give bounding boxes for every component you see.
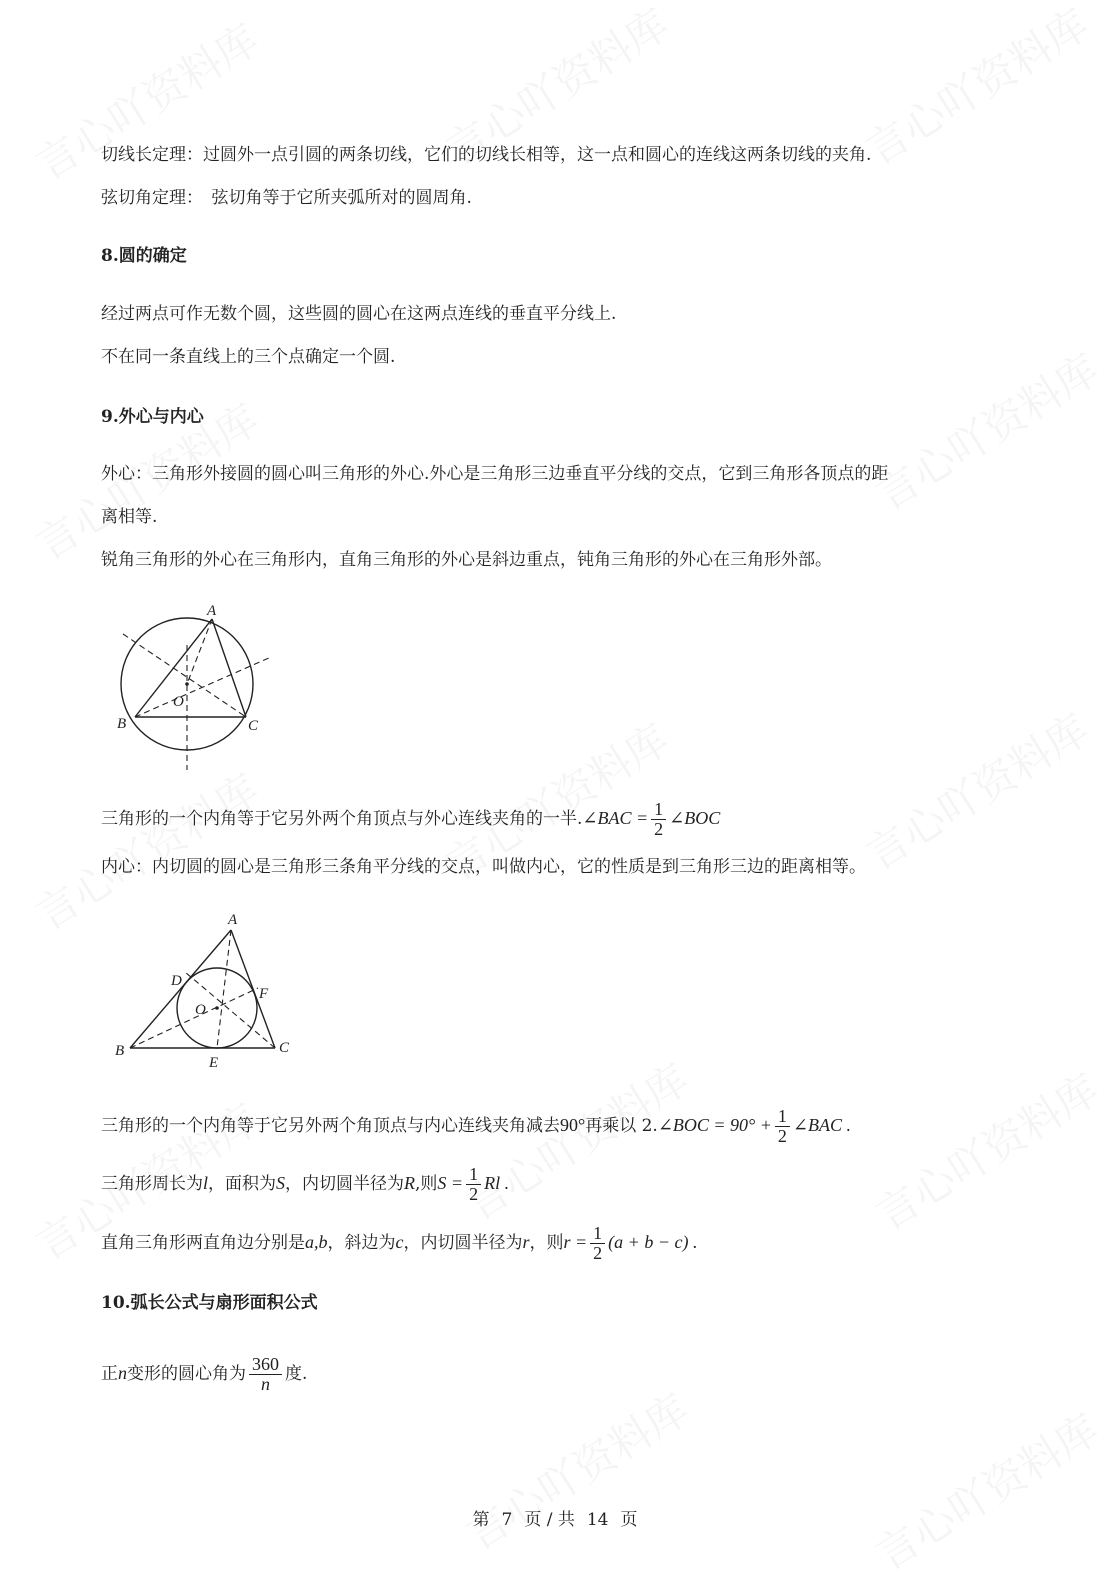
outer-angle-formula: 三角形的一个内角等于它另外两个角顶点与外心连线夹角的一半.∠BAC = $\frac{1}{2}$ ∠BOC bbox=[101, 799, 721, 839]
circumcircle-figure bbox=[105, 600, 285, 775]
label-F: F bbox=[259, 986, 269, 1002]
fraction-half: $\frac{1}{2}$ bbox=[590, 1224, 605, 1263]
watermark bbox=[863, 338, 1109, 522]
label-E: E bbox=[209, 1055, 219, 1071]
tangent-length-theorem: 切线长定理：过圆外一点引圆的两条切线，它们的切线长相等，这一点和圆心的连线这两条切线的夹角. bbox=[101, 145, 872, 165]
area-formula: 三角形周长为l，面积为S，内切圆半径为R,则S = $\frac{1}{2}$ Rl . bbox=[101, 1164, 510, 1204]
total-pages: 14 bbox=[586, 1510, 609, 1530]
watermark bbox=[853, 698, 1099, 882]
label-D: D bbox=[171, 973, 182, 989]
watermark bbox=[453, 1378, 699, 1562]
circumcenter-definition-cont: 离相等. bbox=[101, 507, 158, 527]
incircle-figure bbox=[105, 905, 305, 1075]
watermark bbox=[863, 1058, 1109, 1242]
circumcenter-types: 锐角三角形的外心在三角形内，直角三角形的外心是斜边重点，钝角三角形的外心在三角形外部。 bbox=[101, 550, 832, 570]
fraction-half: $\frac{1}{2}$ bbox=[651, 800, 666, 839]
section-heading-10: 10.弧长公式与扇形面积公式 bbox=[101, 1293, 318, 1313]
label-B: B bbox=[117, 716, 127, 732]
inner-angle-formula: 三角形的一个内角等于它另外两个角顶点与内心连线夹角减去90°再乘以 2.∠BOC = 90° + $\frac{1}{2}$ ∠BAC . bbox=[101, 1106, 851, 1146]
fraction-360-over-n: $\frac{360}{n}$ bbox=[249, 1355, 282, 1394]
label-A: A bbox=[207, 603, 217, 619]
section-heading-9: 9.外心与内心 bbox=[101, 407, 204, 427]
page-number: 7 bbox=[501, 1510, 513, 1530]
chord-tangent-theorem: 弦切角定理： 弦切角等于它所夹弧所对的圆周角. bbox=[101, 188, 472, 208]
watermark bbox=[863, 1398, 1109, 1571]
label-A: A bbox=[228, 912, 238, 928]
two-points-statement: 经过两点可作无数个圆，这些圆的圆心在这两点连线的垂直平分线上. bbox=[101, 304, 617, 324]
watermark bbox=[853, 0, 1099, 177]
label-O: O bbox=[173, 694, 184, 710]
label-C: C bbox=[248, 718, 259, 734]
incenter-definition: 内心：内切圆的圆心是三角形三条角平分线的交点，叫做内心，它的性质是到三角形三边的距离相等。 bbox=[101, 857, 866, 877]
fraction-half: $\frac{1}{2}$ bbox=[466, 1165, 481, 1204]
page-footer: 第 7 页 / 共 14 页 bbox=[472, 1510, 638, 1530]
label-B: B bbox=[115, 1043, 125, 1059]
label-C: C bbox=[279, 1040, 290, 1056]
circumcenter-definition: 外心：三角形外接圆的圆心叫三角形的外心.外心是三角形三边垂直平分线的交点，它到三角形各顶点的距 bbox=[101, 464, 889, 484]
fraction-half: $\frac{1}{2}$ bbox=[775, 1107, 790, 1146]
label-O: O bbox=[195, 1002, 206, 1018]
right-triangle-inradius: 直角三角形两直角边分别是a,b，斜边为c，内切圆半径为r，则r = $\frac{1}{2}$ (a + b − c) . bbox=[101, 1223, 698, 1263]
polygon-central-angle: 正n变形的圆心角为 $\frac{360}{n}$ 度. bbox=[101, 1354, 308, 1394]
section-heading-8: 8.圆的确定 bbox=[101, 246, 187, 266]
three-points-statement: 不在同一条直线上的三个点确定一个圆. bbox=[101, 347, 396, 367]
